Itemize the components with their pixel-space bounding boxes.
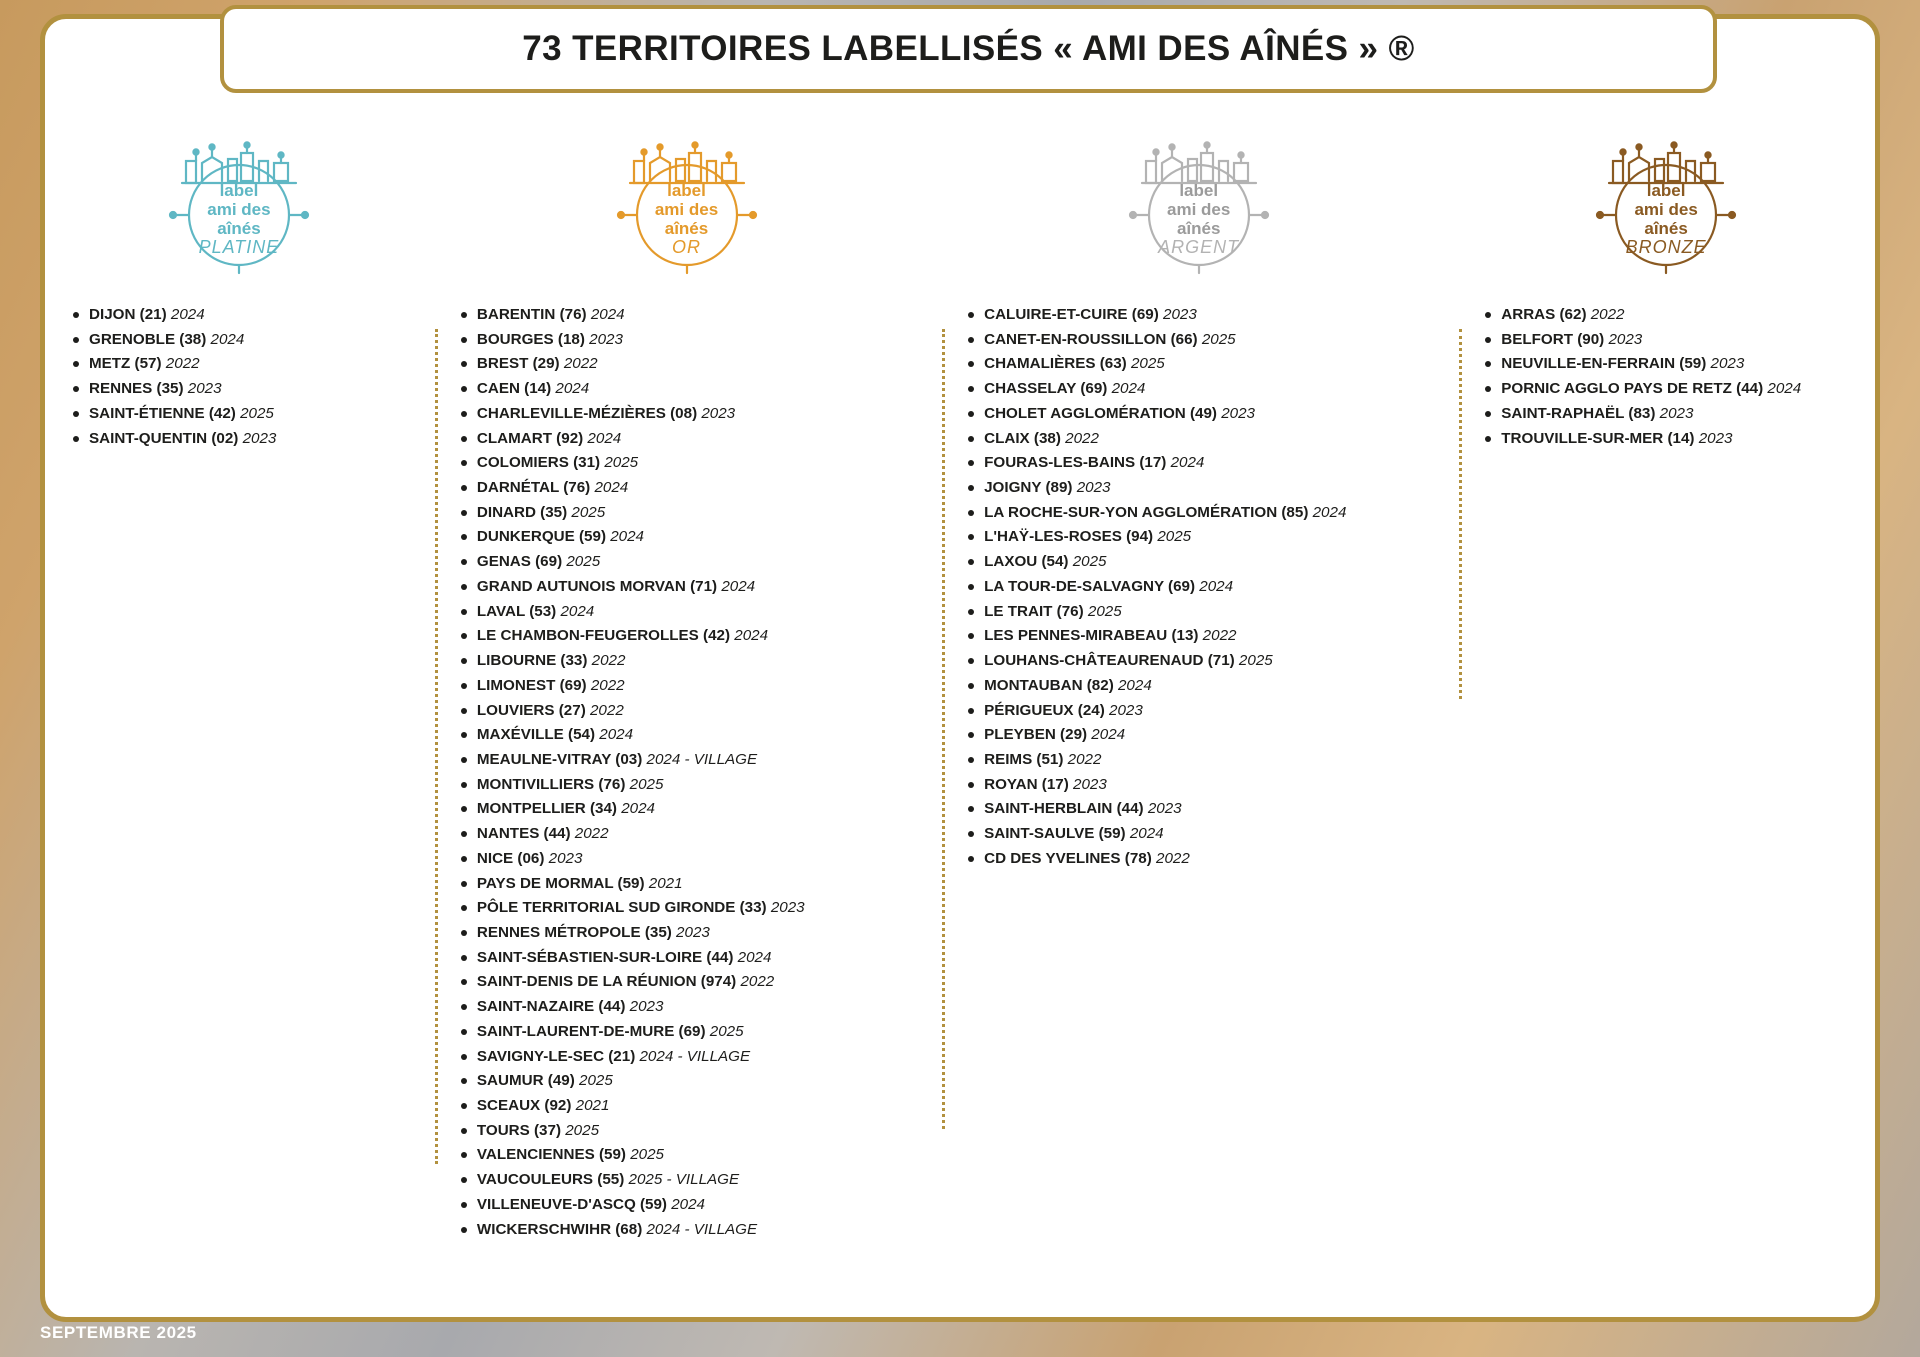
city-name: CLAIX (38) (984, 429, 1061, 447)
list-item (984, 330, 1447, 350)
column-platine (45, 129, 433, 1259)
city-year: 2024 (586, 306, 625, 323)
label-logo-argent (1116, 137, 1282, 277)
city-year: 2024 (551, 380, 590, 398)
city-name: SCEAUX (92) (476, 1097, 572, 1114)
list-item (477, 701, 930, 721)
list-item (477, 1096, 930, 1116)
city-year: 2021 (571, 1097, 610, 1114)
logo-line-2: ami des (207, 200, 271, 220)
city-year: 2025 (1083, 602, 1122, 620)
logo-argent-label (1116, 181, 1282, 238)
list-item (477, 552, 930, 572)
list-item (477, 948, 930, 968)
list-item (984, 626, 1447, 646)
city-name: TOURS (37) (476, 1121, 562, 1139)
city-year: 2023 (584, 330, 623, 348)
city-year: 2025 (625, 775, 664, 793)
city-name: METZ (57) (89, 355, 162, 373)
list-item (89, 429, 423, 449)
city-name: BARENTIN (76) (476, 306, 587, 323)
city-name: CHARLEVILLE-MÉZIÈRES (08) (476, 404, 698, 422)
city-year: 2023 (183, 380, 222, 398)
city-year: 2024 (583, 429, 622, 447)
city-name: NEUVILLE-EN-FERRAIN (59) (1501, 355, 1707, 373)
city-name: PLEYBEN (29) (984, 726, 1088, 744)
city-year: 2025 (1153, 528, 1192, 546)
list-item (477, 1145, 930, 1165)
list-item (984, 453, 1447, 473)
list-item (1501, 354, 1865, 374)
city-name: LA ROCHE-SUR-YON AGGLOMÉRATION (85) (984, 503, 1309, 521)
logo-or-tier: OR (672, 237, 701, 257)
logo-platine-label (156, 181, 322, 238)
column-bronze (1457, 129, 1875, 1259)
city-name: CD DES YVELINES (78) (984, 849, 1152, 867)
list-item (477, 1170, 930, 1190)
city-name: SAVIGNY-LE-SEC (21) (476, 1047, 636, 1065)
city-name: CHOLET AGGLOMÉRATION (49) (984, 404, 1217, 422)
city-name: MONTPELLIER (34) (476, 800, 617, 818)
list-item (984, 824, 1447, 844)
city-year: 2023 (697, 404, 736, 422)
list-item (477, 972, 930, 992)
city-name: LIMONEST (69) (476, 676, 587, 694)
list-item (477, 1121, 930, 1141)
city-year: 2025 (1126, 355, 1165, 373)
city-name: DINARD (35) (476, 503, 568, 521)
logo-line-1: label (667, 181, 706, 200)
city-name: CALUIRE-ET-CUIRE (69) (984, 306, 1159, 323)
list-item (477, 527, 930, 547)
list-item (477, 404, 930, 424)
logo-line-1: label (1646, 181, 1686, 200)
city-year: 2025 - VILLAGE (624, 1171, 740, 1189)
city-year: 2024 - VILLAGE (642, 1220, 758, 1238)
list-item (477, 750, 930, 770)
city-name: RENNES MÉTROPOLE (35) (476, 923, 672, 941)
city-name: CANET-EN-ROUSSILLON (66) (984, 330, 1198, 348)
city-year: 2024 (166, 306, 205, 323)
city-name: SAINT-ÉTIENNE (42) (89, 404, 236, 422)
city-year: 2023 (625, 998, 664, 1016)
city-name: LAXOU (54) (984, 553, 1069, 571)
city-name: NICE (06) (476, 849, 545, 867)
city-name: LOUVIERS (27) (476, 701, 586, 719)
city-year: 2025 (600, 454, 639, 472)
list-item (477, 725, 930, 745)
city-name: LE CHAMBON-FEUGEROLLES (42) (476, 627, 731, 645)
city-year: 2022 (1060, 429, 1099, 447)
label-logo-or (604, 137, 770, 277)
city-year: 2023 (1104, 701, 1143, 719)
city-name: SAINT-QUENTIN (02) (89, 429, 239, 447)
city-year: 2022 (736, 973, 775, 991)
city-year: 2024 (1125, 825, 1164, 843)
list-item (477, 651, 930, 671)
list-item (984, 503, 1447, 523)
page-title-rest: TERRITOIRES LABELLISÉS « AMI DES AÎNÉS » ® (562, 29, 1415, 68)
label-logo-platine (156, 137, 322, 277)
city-list-argent (950, 305, 1447, 869)
list-item (477, 1220, 930, 1240)
city-year: 2024 - VILLAGE (635, 1047, 751, 1065)
logo-line-3: aînés (1176, 219, 1221, 239)
city-name: LES PENNES-MIRABEAU (13) (984, 627, 1199, 645)
city-name: MONTIVILLIERS (76) (476, 775, 626, 793)
list-item (984, 750, 1447, 770)
city-year: 2024 (717, 577, 756, 595)
city-name: SAINT-SAULVE (59) (984, 825, 1126, 843)
page-title-text (522, 29, 1414, 69)
city-name: LAVAL (53) (476, 602, 557, 620)
city-name: FOURAS-LES-BAINS (17) (984, 454, 1167, 472)
city-name: PAYS DE MORMAL (59) (476, 874, 645, 892)
city-name: WICKERSCHWIHR (68) (476, 1220, 643, 1238)
city-year: 2024 (606, 528, 645, 546)
logo-line-1: label (219, 181, 259, 200)
list-item (89, 354, 423, 374)
city-year: 2023 (1072, 479, 1111, 497)
city-year: 2023 (766, 899, 805, 917)
city-year: 2024 (590, 479, 629, 497)
logo-bronze-tier: BRONZE (1625, 237, 1707, 257)
city-year: 2023 (544, 849, 583, 867)
list-item (477, 429, 930, 449)
city-name: DIJON (21) (89, 306, 167, 323)
list-item (477, 676, 930, 696)
city-year: 2024 (1087, 726, 1126, 744)
city-name: JOIGNY (89) (984, 479, 1073, 497)
city-year: 2023 (1604, 330, 1643, 348)
city-name: CLAMART (92) (476, 429, 584, 447)
list-item (477, 305, 930, 325)
list-item (477, 354, 930, 374)
list-item (477, 824, 930, 844)
city-year: 2024 (730, 627, 769, 645)
city-year: 2025 (567, 503, 606, 521)
city-name: ROYAN (17) (984, 775, 1069, 793)
list-item (984, 799, 1447, 819)
city-name: VALENCIENNES (59) (476, 1146, 626, 1164)
list-item (477, 923, 930, 943)
list-item (477, 379, 930, 399)
city-year: 2023 (1143, 800, 1182, 818)
city-year: 2022 (559, 355, 598, 373)
list-item (477, 775, 930, 795)
city-year: 2024 (616, 800, 655, 818)
city-name: VAUCOULEURS (55) (476, 1171, 625, 1189)
city-year: 2022 (586, 676, 625, 694)
list-item (477, 478, 930, 498)
city-name: PÉRIGUEUX (24) (984, 701, 1105, 719)
city-year: 2024 (1113, 676, 1152, 694)
list-item (477, 874, 930, 894)
city-year: 2023 (1068, 775, 1107, 793)
city-name: CAEN (14) (476, 380, 552, 398)
logo-platine-tier: PLATINE (198, 237, 280, 257)
logo-bronze-label (1583, 181, 1749, 238)
logo-line-2: ami des (1634, 200, 1698, 220)
city-year: 2023 (671, 923, 710, 941)
list-item (984, 651, 1447, 671)
logo-line-3: aînés (217, 219, 261, 239)
list-item (477, 997, 930, 1017)
logo-line-2: ami des (654, 200, 719, 220)
city-year: 2022 (1198, 627, 1237, 645)
city-name: SAINT-SÉBASTIEN-SUR-LOIRE (44) (476, 948, 734, 966)
city-year: 2024 (206, 330, 245, 348)
city-year: 2022 (570, 825, 609, 843)
column-or (433, 129, 940, 1259)
city-name: MEAULNE-VITRAY (03) (476, 750, 643, 768)
label-logo-bronze (1583, 137, 1749, 277)
list-item (477, 503, 930, 523)
city-year: 2023 (1706, 355, 1745, 373)
list-item (984, 305, 1447, 325)
list-item (477, 1047, 930, 1067)
list-item (984, 577, 1447, 597)
list-item (984, 404, 1447, 424)
logo-or-label (604, 181, 770, 238)
city-name: NANTES (44) (476, 825, 571, 843)
city-year: 2022 (1063, 750, 1102, 768)
list-item (477, 453, 930, 473)
logo-argent-wrap (950, 129, 1447, 287)
logo-line-3: aînés (664, 219, 709, 239)
logo-line-3: aînés (1644, 219, 1688, 239)
city-year: 2023 (1655, 404, 1694, 422)
list-item (477, 849, 930, 869)
city-name: TROUVILLE-SUR-MER (14) (1501, 429, 1695, 447)
city-year: 2024 (1195, 577, 1234, 595)
city-name: DARNÉTAL (76) (476, 479, 591, 497)
city-year: 2021 (644, 874, 683, 892)
city-year: 2025 (1197, 330, 1236, 348)
city-name: BREST (29) (476, 355, 560, 373)
city-name: CHAMALIÈRES (63) (984, 355, 1127, 373)
city-name: MONTAUBAN (82) (984, 676, 1114, 694)
city-year: 2023 (1216, 404, 1255, 422)
list-item (984, 478, 1447, 498)
list-item (89, 404, 423, 424)
city-name: SAUMUR (49) (476, 1072, 575, 1090)
city-name: SAINT-NAZAIRE (44) (476, 998, 626, 1016)
city-name: SAINT-RAPHAËL (83) (1501, 404, 1656, 422)
list-item (1501, 330, 1865, 350)
city-name: CHASSELAY (69) (984, 380, 1108, 398)
footer-date: SEPTEMBRE 2025 (40, 1323, 197, 1342)
list-item (984, 429, 1447, 449)
city-year: 2024 (556, 602, 595, 620)
city-year: 2022 (161, 355, 200, 373)
city-year: 2025 (562, 553, 601, 571)
logo-line-1: label (1179, 181, 1219, 200)
city-year: 2022 (1586, 306, 1625, 323)
list-item (89, 379, 423, 399)
city-name: VILLENEUVE-D'ASCQ (59) (476, 1195, 667, 1213)
city-name: RENNES (35) (89, 380, 184, 398)
list-item (477, 1195, 930, 1215)
city-year: 2025 (574, 1072, 613, 1090)
city-year: 2022 (1151, 849, 1190, 867)
list-item (89, 330, 423, 350)
list-item (984, 552, 1447, 572)
list-item (984, 701, 1447, 721)
city-name: COLOMIERS (31) (476, 454, 601, 472)
city-name: BOURGES (18) (476, 330, 585, 348)
territory-count: 73 (522, 29, 563, 68)
city-name: DUNKERQUE (59) (476, 528, 606, 546)
city-name: GRENOBLE (38) (89, 330, 207, 348)
city-list-or (443, 305, 930, 1240)
city-list-bronze (1467, 305, 1865, 449)
list-item (1501, 429, 1865, 449)
city-name: LA TOUR-DE-SALVAGNY (69) (984, 577, 1196, 595)
city-year: 2022 (587, 652, 626, 670)
list-item (984, 676, 1447, 696)
city-name: BELFORT (90) (1501, 330, 1605, 348)
city-name: SAINT-HERBLAIN (44) (984, 800, 1144, 818)
list-item (477, 1022, 930, 1042)
city-year: 2023 (238, 429, 277, 447)
city-year: 2023 (1694, 429, 1733, 447)
city-name: GRAND AUTUNOIS MORVAN (71) (476, 577, 718, 595)
city-year: 2024 (733, 948, 772, 966)
city-year: 2023 (1158, 306, 1197, 323)
city-name: REIMS (51) (984, 750, 1064, 768)
city-name: LE TRAIT (76) (984, 602, 1084, 620)
city-year: 2025 (1068, 553, 1107, 571)
city-year: 2024 (1107, 380, 1146, 398)
logo-platine-wrap (55, 129, 423, 287)
city-year: 2025 (625, 1146, 664, 1164)
city-name: LIBOURNE (33) (476, 652, 588, 670)
label-columns (45, 129, 1875, 1259)
city-year: 2025 (561, 1121, 600, 1139)
list-item (1501, 305, 1865, 325)
city-year: 2024 (1763, 380, 1802, 398)
city-year: 2024 - VILLAGE (642, 750, 758, 768)
city-name: SAINT-LAURENT-DE-MURE (69) (476, 1022, 706, 1040)
city-name: PÔLE TERRITORIAL SUD GIRONDE (33) (476, 899, 767, 917)
city-name: MAXÉVILLE (54) (476, 726, 596, 744)
city-year: 2025 (235, 404, 274, 422)
list-item (477, 898, 930, 918)
city-list-platine (55, 305, 423, 449)
city-year: 2022 (585, 701, 624, 719)
list-item (477, 577, 930, 597)
list-item (984, 849, 1447, 869)
list-item (1501, 404, 1865, 424)
list-item (477, 799, 930, 819)
list-item (477, 626, 930, 646)
city-name: L'HAŸ-LES-ROSES (94) (984, 528, 1154, 546)
city-year: 2024 (667, 1195, 706, 1213)
city-name: PORNIC AGGLO PAYS DE RETZ (44) (1501, 380, 1764, 398)
list-item (1501, 379, 1865, 399)
logo-argent-tier: ARGENT (1158, 237, 1240, 257)
list-item (984, 725, 1447, 745)
city-name: ARRAS (62) (1501, 306, 1587, 323)
list-item (477, 330, 930, 350)
list-item (984, 775, 1447, 795)
list-item (984, 602, 1447, 622)
list-item (477, 1071, 930, 1091)
list-item (984, 527, 1447, 547)
city-year: 2024 (1308, 503, 1347, 521)
list-item (89, 305, 423, 325)
column-argent (940, 129, 1457, 1259)
logo-or-wrap (443, 129, 930, 287)
poster-frame (40, 14, 1880, 1322)
city-year: 2025 (705, 1022, 744, 1040)
city-name: SAINT-DENIS DE LA RÉUNION (974) (476, 973, 737, 991)
city-name: GENAS (69) (476, 553, 563, 571)
list-item (477, 602, 930, 622)
city-year: 2025 (1234, 652, 1273, 670)
list-item (984, 379, 1447, 399)
list-item (984, 354, 1447, 374)
logo-bronze-wrap (1467, 129, 1865, 287)
city-year: 2024 (595, 726, 634, 744)
page-title (220, 5, 1717, 93)
city-year: 2024 (1166, 454, 1205, 472)
logo-line-2: ami des (1167, 200, 1231, 220)
city-name: LOUHANS-CHÂTEAURENAUD (71) (984, 652, 1235, 670)
